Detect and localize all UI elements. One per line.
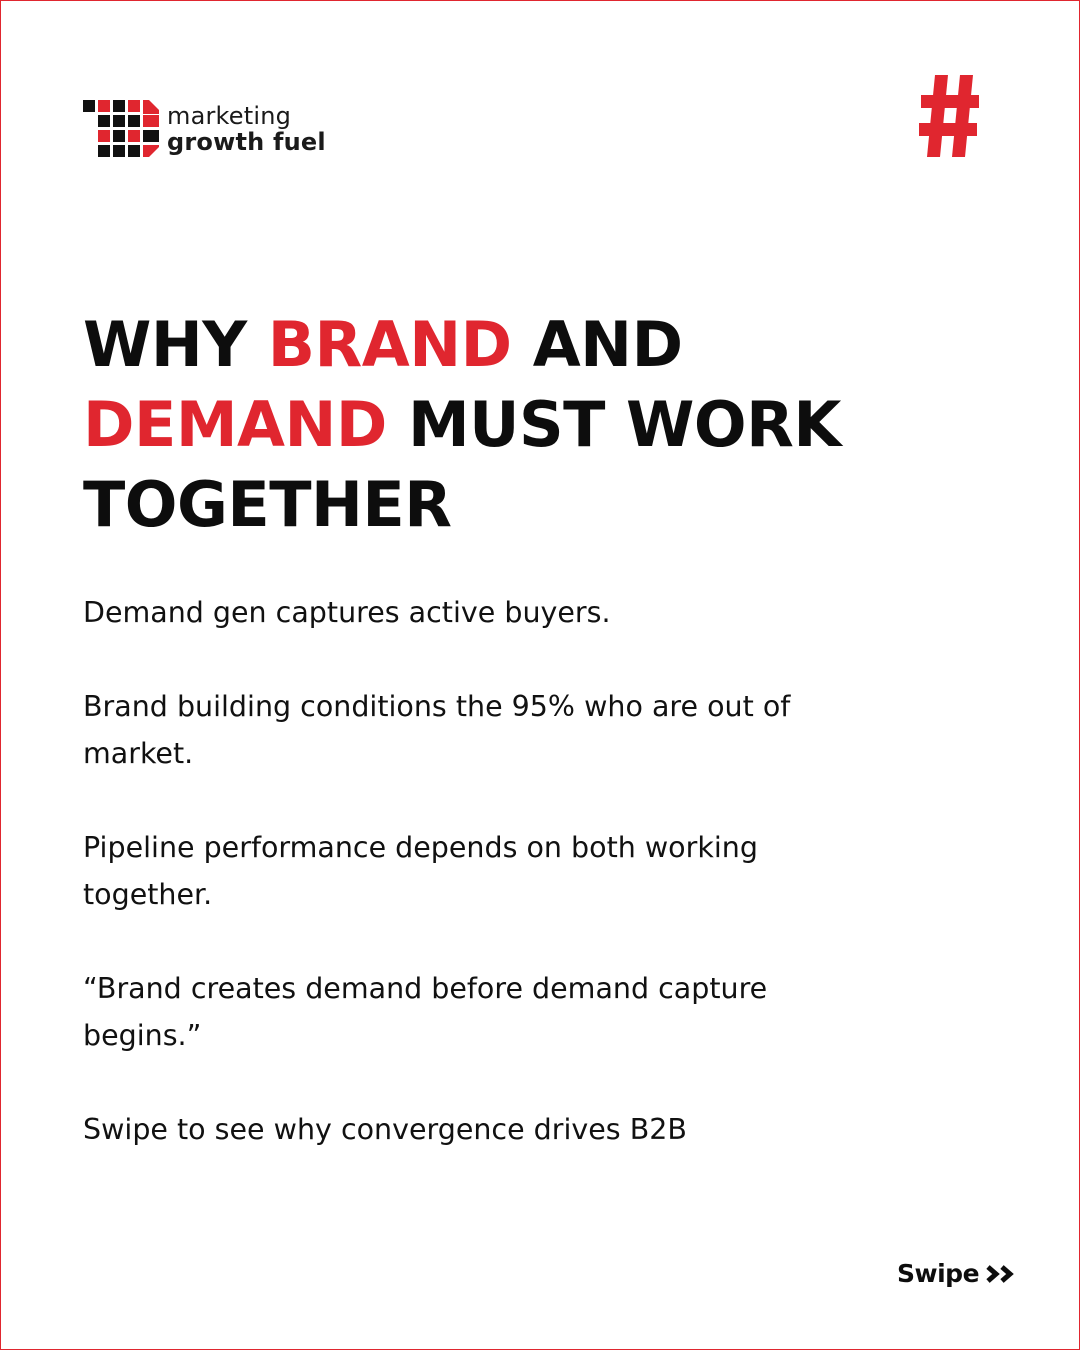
swipe-label: Swipe — [897, 1259, 980, 1288]
headline-words-must-work: MUST WORK — [407, 388, 841, 461]
headline-word-why: WHY — [83, 308, 247, 381]
paragraph-brand-building: Brand building conditions the 95% who are out of market. — [83, 690, 791, 770]
headline-word-demand: DEMAND — [83, 388, 387, 461]
brand-line-2: growth fuel — [167, 128, 326, 156]
headline-line-1 — [83, 305, 983, 385]
brand-logo — [83, 100, 326, 158]
pixel-d-logo-icon — [83, 100, 159, 158]
headline-word-and: AND — [532, 308, 683, 381]
double-chevron-right-icon — [985, 1264, 1019, 1284]
paragraph-swipe-prompt: Swipe to see why convergence drives B2B — [83, 1113, 687, 1146]
quote-paragraph: “Brand creates demand before demand capture begins.” — [83, 972, 768, 1052]
headline-word-brand: BRAND — [267, 308, 512, 381]
hashtag-icon — [919, 71, 981, 161]
brand-wordmark — [167, 103, 326, 155]
headline — [83, 305, 983, 545]
headline-line-3 — [83, 465, 983, 545]
paragraph-pipeline: Pipeline performance depends on both working together. — [83, 831, 758, 911]
headline-word-together: TOGETHER — [83, 468, 452, 541]
swipe-indicator[interactable] — [897, 1259, 1019, 1288]
paragraph-demand-gen: Demand gen captures active buyers. — [83, 596, 611, 629]
headline-line-2 — [83, 385, 983, 465]
brand-line-1: marketing — [167, 102, 292, 130]
